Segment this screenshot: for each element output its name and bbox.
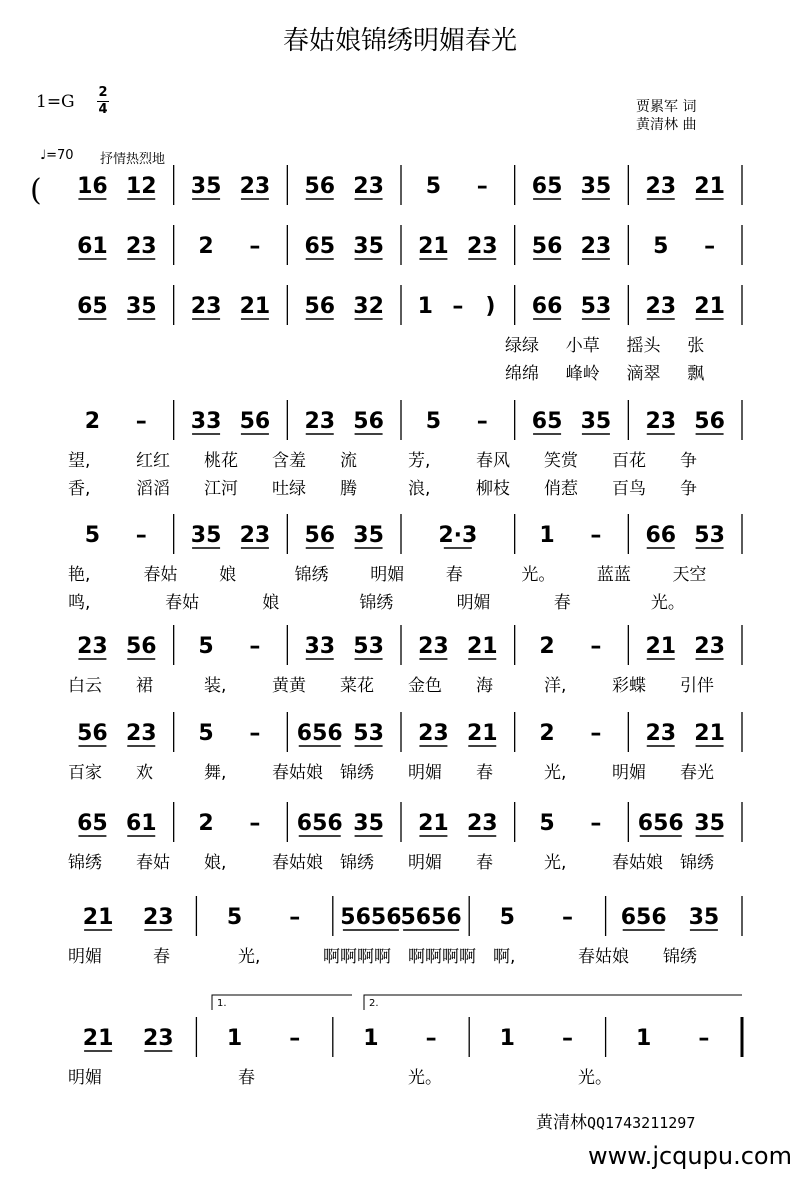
lyric-word: 黄黄 — [272, 676, 306, 696]
lyric-word: 摇头 — [626, 336, 661, 356]
lyric-word: 春 — [445, 565, 463, 585]
note-group: 1 — [539, 523, 555, 548]
note-group: 23 — [418, 634, 449, 659]
lyric-word: 百花 — [612, 451, 646, 471]
note-group: 2 — [539, 634, 555, 659]
note-group: 21 — [418, 234, 449, 259]
lyric-word: 洋, — [544, 676, 567, 696]
lyric-word: 春 — [476, 763, 493, 783]
note-group: 56 — [125, 634, 157, 659]
note-group: – — [590, 523, 602, 548]
lyric-word: 娘, — [204, 853, 227, 873]
note-group: – — [425, 1026, 437, 1051]
note-group: 65 — [304, 234, 336, 259]
lyric-word: 啊啊啊啊 — [408, 947, 476, 967]
volta-bracket-first — [212, 995, 352, 1010]
composer-credit: 黄清林 曲 — [636, 117, 697, 133]
lyric-word: 欢 — [136, 763, 153, 783]
note-group: 65 — [531, 409, 563, 434]
note-group: 16 — [77, 174, 108, 199]
lyric-word: 春姑娘 — [578, 947, 629, 967]
note-group: 23 — [239, 523, 271, 548]
note-group: 656 — [296, 811, 343, 836]
volta-label-first: 1. — [217, 998, 227, 1009]
note-group: 56 — [304, 523, 336, 548]
note-group: 23 — [190, 294, 222, 319]
lyric-word: 春姑 — [165, 593, 200, 613]
note-group: – — [590, 634, 602, 659]
contact-name: 黄清林 — [536, 1113, 587, 1133]
lyric-word: 锦绣 — [294, 565, 329, 585]
note-group: 23 — [466, 811, 498, 836]
lyric-word: 裙 — [136, 676, 153, 696]
lyric-word: 滴翠 — [626, 364, 661, 384]
note-group: 33 — [304, 634, 336, 659]
note-group: 23 — [645, 409, 677, 434]
lyric-word: 明媚 — [456, 593, 491, 613]
note-group: 35 — [353, 234, 384, 259]
note-group: 21 — [466, 634, 498, 659]
note-group: 23 — [142, 1026, 174, 1051]
note-group: – — [289, 1026, 301, 1051]
note-group: 23 — [239, 174, 271, 199]
lyric-word: 明媚 — [370, 565, 405, 585]
note-group: 23 — [645, 721, 677, 746]
lyric-word: 锦绣 — [340, 763, 374, 783]
note-group: – — [562, 905, 573, 930]
note-group: 53 — [694, 523, 725, 548]
lyric-word: 芳, — [408, 451, 431, 471]
note-group: 56 — [77, 721, 108, 746]
page-title: 春姑娘锦绣明媚春光 — [282, 26, 517, 56]
lyric-word: 春 — [476, 853, 493, 873]
lyric-word: 天空 — [672, 565, 707, 585]
lyric-word: 装, — [204, 676, 227, 696]
lyric-word: 明媚 — [612, 763, 646, 783]
note-group: 35 — [125, 294, 157, 319]
lyric-word: 明媚 — [68, 947, 102, 967]
lyric-word: 春姑娘 — [272, 763, 323, 783]
tempo-marking: ♩=70 — [40, 148, 74, 163]
note-group: 5 — [198, 634, 214, 659]
lyric-word: 柳枝 — [476, 479, 510, 499]
note-group: 35 — [580, 409, 612, 434]
note-group: 23 — [142, 905, 174, 930]
lyric-word: 浪, — [408, 479, 431, 499]
lyric-word: 光。 — [408, 1068, 442, 1088]
note-group: 56 — [353, 409, 384, 434]
note-group: – — [452, 294, 464, 319]
lyric-word: 腾 — [340, 479, 357, 499]
lyric-word: 春 — [238, 1068, 255, 1088]
lyric-word: 流 — [340, 451, 357, 471]
note-group: 5 — [425, 174, 442, 199]
note-group: 35 — [688, 905, 720, 930]
note-group: 656 — [637, 811, 684, 836]
lyric-word: 锦绣 — [680, 853, 714, 873]
note-group: 61 — [77, 234, 108, 259]
note-group: 21 — [645, 634, 677, 659]
lyric-word: 春姑 — [143, 565, 178, 585]
note-group: 1 — [363, 1026, 379, 1051]
lyric-word: 春姑 — [136, 853, 170, 873]
note-group: 53 — [353, 721, 384, 746]
note-group: 2 — [198, 234, 214, 259]
lyric-word: 舞, — [204, 763, 227, 783]
note-group: 56 — [304, 174, 336, 199]
note-group: – — [289, 905, 301, 930]
note-group: 35 — [580, 174, 612, 199]
note-group: 656 — [296, 721, 343, 746]
note-group: 35 — [353, 523, 384, 548]
note-group: 65 — [77, 294, 108, 319]
lyric-word: 吐绿 — [272, 479, 306, 499]
lyric-word: 望, — [68, 451, 91, 471]
lyric-word: 娘 — [219, 565, 237, 585]
note-group: 32 — [353, 294, 384, 319]
note-group: 21 — [694, 721, 725, 746]
volta-bracket-second — [364, 995, 742, 1010]
note-group: – — [249, 811, 261, 836]
note-group: 33 — [190, 409, 222, 434]
note-group: 35 — [694, 811, 725, 836]
lyric-word: 啊啊啊啊 — [323, 947, 391, 967]
expression-marking: 抒情热烈地 — [100, 152, 166, 167]
lyric-word: 滔滔 — [136, 479, 170, 499]
lyric-word: 娘 — [262, 593, 280, 613]
note-group: 12 — [125, 174, 157, 199]
lyric-word: 明媚 — [408, 763, 442, 783]
lyric-word: 峰岭 — [565, 364, 600, 384]
lyric-word: 争 — [680, 479, 697, 499]
note-group: 2·3 — [438, 523, 478, 548]
note-group: 65 — [77, 811, 108, 836]
lyric-word: 红红 — [136, 451, 170, 471]
note-group: 53 — [353, 634, 384, 659]
note-group: – — [249, 721, 261, 746]
lyric-word: 明媚 — [68, 1068, 102, 1088]
lyric-word: 光。 — [578, 1068, 612, 1088]
note-group: 66 — [645, 523, 677, 548]
note-group: 2 — [539, 721, 555, 746]
lyric-word: 锦绣 — [68, 853, 102, 873]
note-group: 5 — [226, 905, 243, 930]
website-watermark: www.jcqupu.com — [588, 1142, 792, 1170]
note-group: 21 — [239, 294, 271, 319]
time-signature-top: 2 — [98, 85, 108, 100]
lyric-word: 蓝蓝 — [596, 565, 631, 585]
lyric-word: 俏惹 — [544, 479, 578, 499]
lyric-word: 小草 — [565, 336, 600, 356]
note-group: 5 — [198, 721, 214, 746]
lyric-word: 光, — [238, 947, 261, 967]
note-group: 21 — [82, 1026, 114, 1051]
lyric-word: 绵绵 — [505, 364, 539, 384]
note-group: 23 — [125, 234, 157, 259]
lyric-word: 春 — [553, 593, 571, 613]
lyric-word: 锦绣 — [359, 593, 394, 613]
note-group: 61 — [125, 811, 157, 836]
note-group: 656 — [620, 905, 667, 930]
lyric-word: 百家 — [68, 763, 102, 783]
note-group: – — [590, 811, 602, 836]
lyric-word: 争 — [680, 451, 697, 471]
note-group: ) — [485, 294, 496, 319]
note-group: 23 — [694, 634, 725, 659]
note-group: 1 — [499, 1026, 515, 1051]
lyric-word: 香, — [68, 479, 91, 499]
lyric-word: 光。 — [521, 565, 556, 585]
note-group: 5 — [539, 811, 555, 836]
note-group: 21 — [466, 721, 498, 746]
note-group: 23 — [304, 409, 336, 434]
lyric-word: 引伴 — [680, 676, 714, 696]
note-group: – — [698, 1026, 710, 1051]
lyric-word: 金色 — [408, 676, 442, 696]
note-group: 56 — [239, 409, 271, 434]
lyric-word: 菜花 — [340, 676, 374, 696]
lyric-word: 春风 — [476, 451, 510, 471]
lyric-word: 彩蝶 — [612, 676, 646, 696]
lyric-word: 含羞 — [272, 451, 306, 471]
note-group: 53 — [580, 294, 612, 319]
note-group: 23 — [125, 721, 157, 746]
lyric-word: 白云 — [68, 676, 102, 696]
lyric-word: 春姑娘 — [612, 853, 663, 873]
note-group: – — [476, 174, 488, 199]
note-group: 23 — [645, 294, 677, 319]
lyric-word: 光。 — [650, 593, 685, 613]
lyric-word: 笑赏 — [544, 451, 578, 471]
note-group: 56 — [531, 234, 563, 259]
time-signature-bottom: 4 — [98, 102, 108, 117]
prelude-bracket: ( — [30, 173, 42, 208]
note-group: 35 — [190, 523, 222, 548]
lyric-word: 桃花 — [204, 451, 238, 471]
note-group: 23 — [645, 174, 677, 199]
lyric-word: 明媚 — [408, 853, 442, 873]
lyric-word: 光, — [544, 853, 567, 873]
note-group: 21 — [694, 294, 725, 319]
lyric-word: 飘 — [687, 364, 705, 384]
lyric-word: 艳, — [68, 565, 91, 585]
note-group: 1 — [226, 1026, 243, 1051]
note-group: – — [562, 1026, 573, 1051]
lyric-word: 张 — [687, 336, 705, 356]
note-group: 35 — [353, 811, 384, 836]
note-group: 23 — [418, 721, 449, 746]
lyric-word: 锦绣 — [340, 853, 374, 873]
lyric-word: 啊, — [493, 947, 516, 967]
lyric-word: 锦绣 — [663, 947, 697, 967]
note-group: 23 — [353, 174, 384, 199]
note-group: – — [249, 234, 261, 259]
note-group: – — [135, 409, 147, 434]
note-group: 1 — [417, 294, 433, 319]
contact-qq: QQ1743211297 — [587, 1114, 696, 1132]
note-group: 1 — [636, 1026, 652, 1051]
note-group: 2 — [198, 811, 214, 836]
lyric-word: 江河 — [204, 479, 238, 499]
note-group: 23 — [77, 634, 108, 659]
lyric-word: 春姑娘 — [272, 853, 323, 873]
note-group: 5656 — [340, 905, 402, 930]
lyric-word: 海 — [476, 676, 493, 696]
note-group: – — [476, 409, 488, 434]
lyricist-credit: 贾累军 词 — [636, 99, 697, 115]
lyric-word: 绿绿 — [505, 336, 539, 356]
contact-info — [536, 1108, 695, 1133]
note-group: 66 — [531, 294, 563, 319]
note-group: 65 — [531, 174, 563, 199]
note-group: – — [135, 523, 147, 548]
lyric-word: 春光 — [680, 763, 714, 783]
note-group: 5 — [653, 234, 669, 259]
note-group: 2 — [84, 409, 101, 434]
note-group: – — [590, 721, 602, 746]
note-group: 21 — [694, 174, 725, 199]
note-group: 5 — [84, 523, 101, 548]
note-group: 23 — [580, 234, 612, 259]
note-group: 5 — [425, 409, 442, 434]
note-group: 23 — [466, 234, 498, 259]
note-group: 5656 — [400, 905, 462, 930]
note-group: 21 — [418, 811, 449, 836]
note-group: 21 — [82, 905, 114, 930]
note-group: – — [249, 634, 261, 659]
note-group: – — [704, 234, 716, 259]
lyric-word: 春 — [153, 947, 170, 967]
note-group: 35 — [190, 174, 222, 199]
note-group: 56 — [694, 409, 725, 434]
volta-label-second: 2. — [369, 998, 379, 1009]
lyric-word: 百鸟 — [612, 479, 646, 499]
lyric-word: 光, — [544, 763, 567, 783]
note-group: 5 — [499, 905, 515, 930]
key-signature: 1=G — [36, 92, 75, 112]
note-group: 56 — [304, 294, 336, 319]
lyric-word: 鸣, — [68, 593, 91, 613]
